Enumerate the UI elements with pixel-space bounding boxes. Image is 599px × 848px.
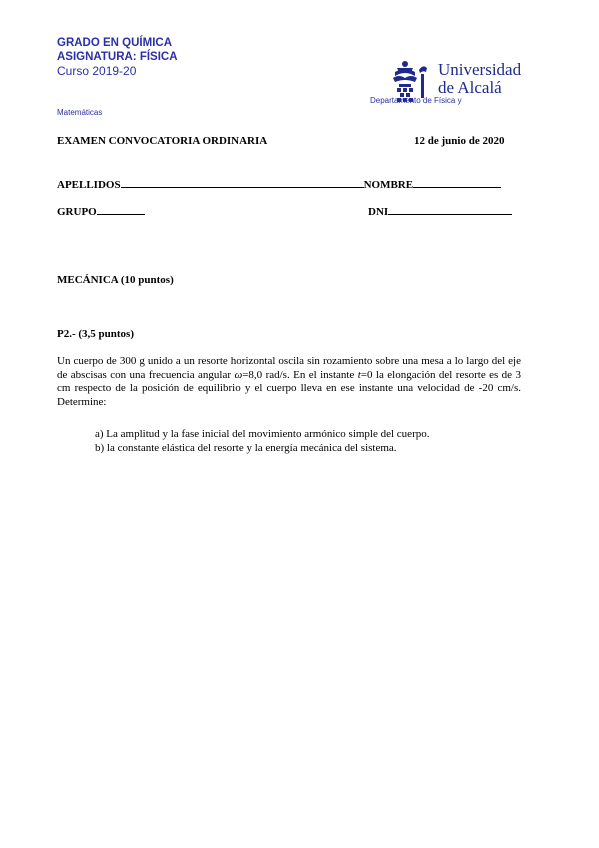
statement-part-2: =8,0 rad/s. En el instante — [242, 368, 358, 381]
subject-label: ASIGNATURA: FÍSICA — [57, 51, 178, 63]
section-title: MECÁNICA (10 puntos) — [57, 274, 174, 286]
course-label: Curso 2019-20 — [57, 64, 137, 78]
apellidos-label: APELLIDOS — [57, 179, 121, 191]
exam-date: 12 de junio de 2020 — [414, 135, 505, 147]
dni-field[interactable] — [368, 204, 512, 219]
department-suffix: Matemáticas — [57, 108, 103, 117]
university-name-line2: de Alcalá — [438, 78, 502, 97]
university-name-line1: Universidad — [438, 60, 522, 79]
apellidos-field[interactable] — [57, 177, 501, 192]
problem-title: P2.- (3,5 puntos) — [57, 328, 135, 340]
department-label: Departamento de Física y — [370, 96, 462, 105]
omega-symbol: ω — [234, 368, 243, 381]
statement-part-3: =0 la elongación del resorte es de 3 cm respecto de la posición de equilibrio y el cuerpo lleva en ese instante una velocidad de -20 cm/s. Determine: — [57, 368, 521, 408]
nombre-line — [413, 177, 501, 188]
questions-list — [95, 427, 429, 455]
question-b: b) la constante elástica del resorte y la energía mecánica del sistema. — [95, 442, 397, 454]
dni-line — [388, 204, 512, 215]
dni-label: DNI — [368, 206, 389, 218]
degree-label: GRADO EN QUÍMICA — [57, 37, 172, 49]
exam-title: EXAMEN CONVOCATORIA ORDINARIA — [57, 135, 268, 147]
nombre-label: NOMBRE — [363, 179, 414, 191]
apellidos-line — [121, 177, 364, 188]
statement-part-1: Un cuerpo de 300 g unido a un resorte horizontal oscila sin rozamiento sobre una mesa a lo largo del eje de abscisas con una frecuencia angular — [57, 355, 521, 381]
problem-statement — [57, 355, 521, 409]
grupo-label: GRUPO — [57, 206, 97, 218]
question-a: a) La amplitud y la fase inicial del movimiento armónico simple del cuerpo. — [95, 428, 430, 440]
time-variable: t — [357, 368, 361, 381]
grupo-line — [97, 204, 145, 215]
grupo-field[interactable] — [57, 204, 145, 219]
